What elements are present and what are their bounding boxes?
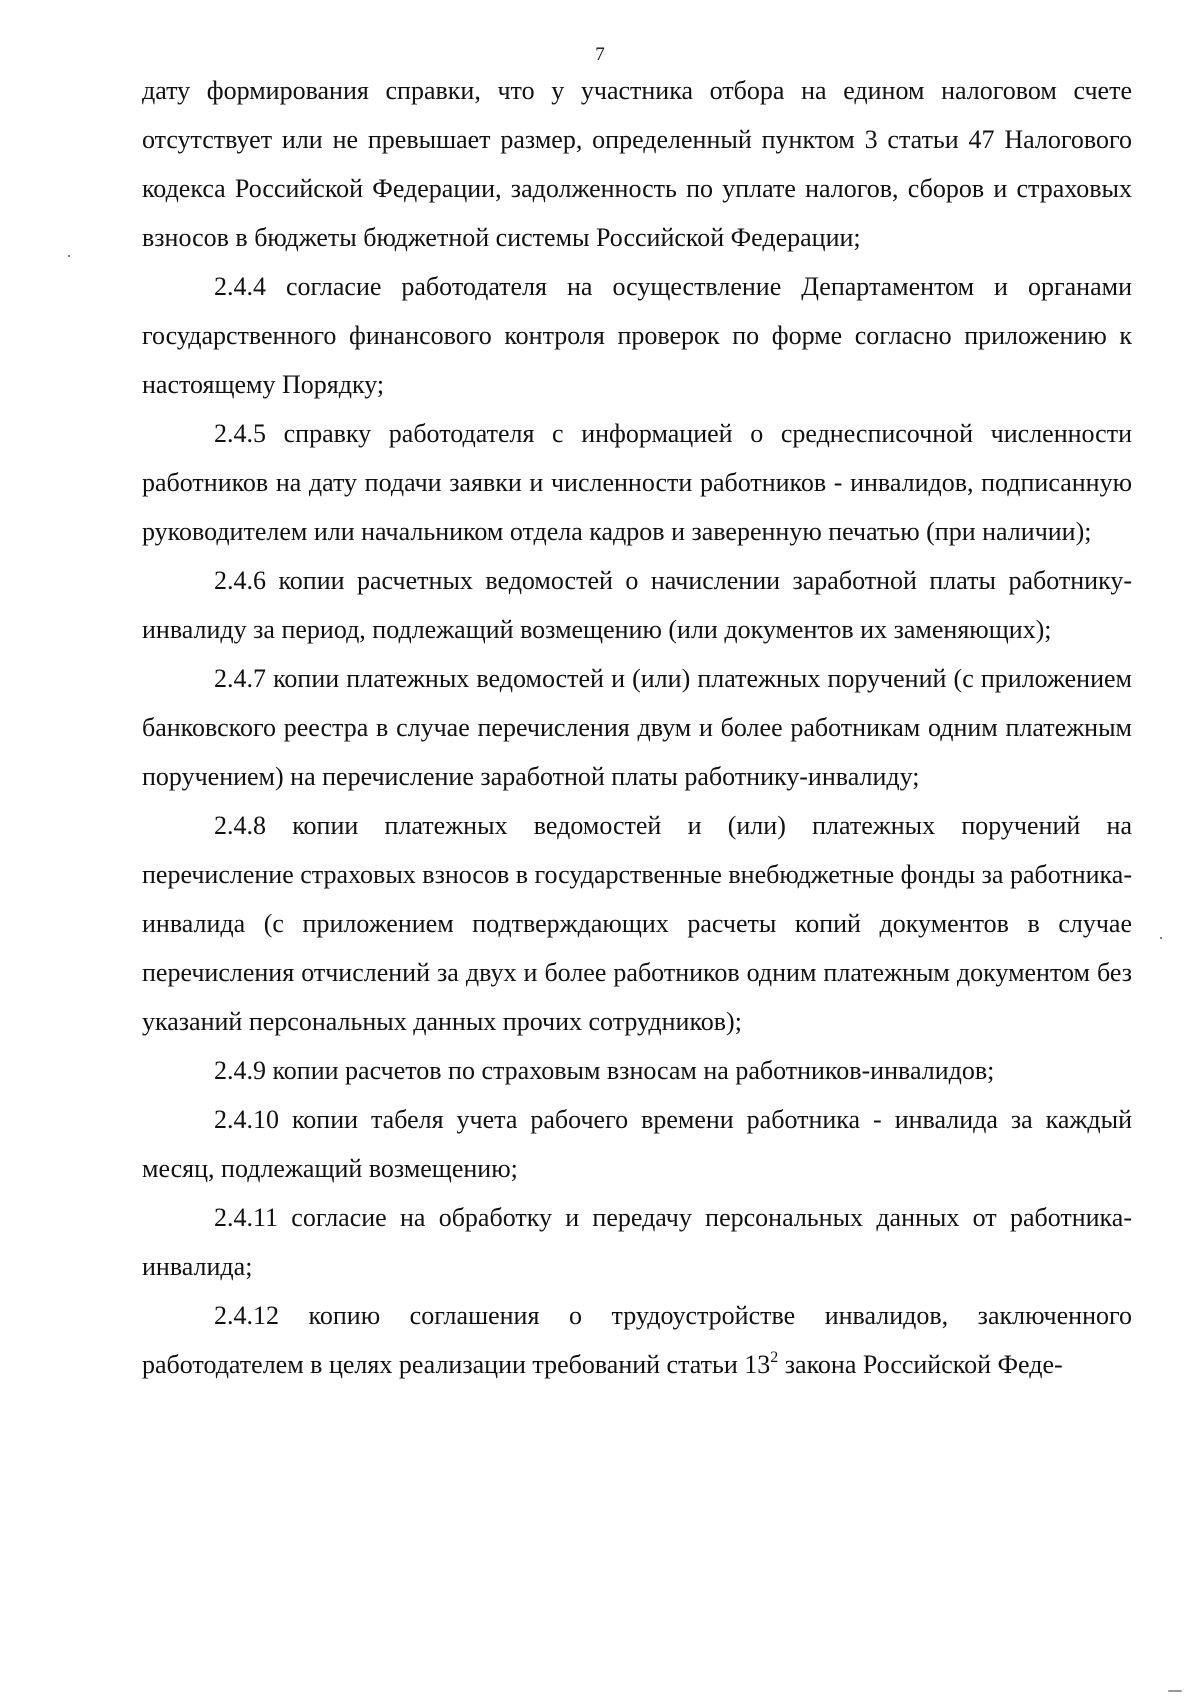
paragraph-2-4-6: 2.4.6 копии расчетных ведомостей о начислении заработной платы работнику-инвалиду за период, подлежащий возмещению (или документов их заменяющих); (142, 566, 1132, 644)
paragraph-continuation: дату формирования справки, что у участника отбора на едином налоговом счете отсутствует или не превышает размер, определенный пунктом 3 статьи 47 Налогового кодекса Российской Федерации, задолженность по уплате налогов, сборов и страховых взносов в бюджеты бюджетной системы Российской Федерации; (142, 76, 1132, 252)
paragraph-2-4-5: 2.4.5 справку работодателя с информацией о среднесписочной численности работников на дату подачи заявки и численности работников - инвалидов, подписанную руководителем или начальником отдела кадров и заверенную печатью (при наличии); (142, 419, 1132, 546)
paragraph-2-4-8: 2.4.8 копии платежных ведомостей и (или) платежных поручений на перечисление страховых взносов в государственные внебюджетные фонды за работника-инвалида (с приложением подтверждающих расчеты копий документов в случае перечисления отчислений за двух и более работников одним платежным документом без указаний персональных данных прочих сотрудников); (142, 811, 1132, 1036)
superscript-marker: 2 (770, 1349, 779, 1366)
scan-speck (1168, 1690, 1182, 1692)
paragraph-2-4-12-text: 2.4.12 копию соглашения о трудоустройстве инвалидов, заключенного работодателем в целях реализации требований статьи 13 (142, 1301, 1132, 1379)
document-body (142, 66, 1132, 1389)
paragraph-2-4-9: 2.4.9 копии расчетов по страховым взносам на работников-инвалидов; (214, 1056, 995, 1085)
paragraph-2-4-10: 2.4.10 копии табеля учета рабочего времени работника - инвалида за каждый месяц, подлежащий возмещению; (142, 1105, 1132, 1183)
paragraph-2-4-12-tail: закона Российской Феде- (778, 1350, 1063, 1379)
scan-speck (1160, 937, 1162, 939)
paragraph-2-4-12 (142, 1291, 1132, 1389)
paragraph-2-4-4: 2.4.4 согласие работодателя на осуществление Департаментом и органами государственного финансового контроля проверок по форме согласно приложению к настоящему Порядку; (142, 272, 1132, 399)
page-number: 7 (595, 44, 605, 65)
scan-speck (68, 255, 70, 257)
paragraph-2-4-7: 2.4.7 копии платежных ведомостей и (или) платежных поручений (с приложением банковского реестра в случае перечисления двум и более работникам одним платежным поручением) на перечисление заработной платы работнику-инвалиду; (142, 664, 1132, 791)
paragraph-2-4-11: 2.4.11 согласие на обработку и передачу персональных данных от работника-инвалида; (142, 1203, 1132, 1281)
